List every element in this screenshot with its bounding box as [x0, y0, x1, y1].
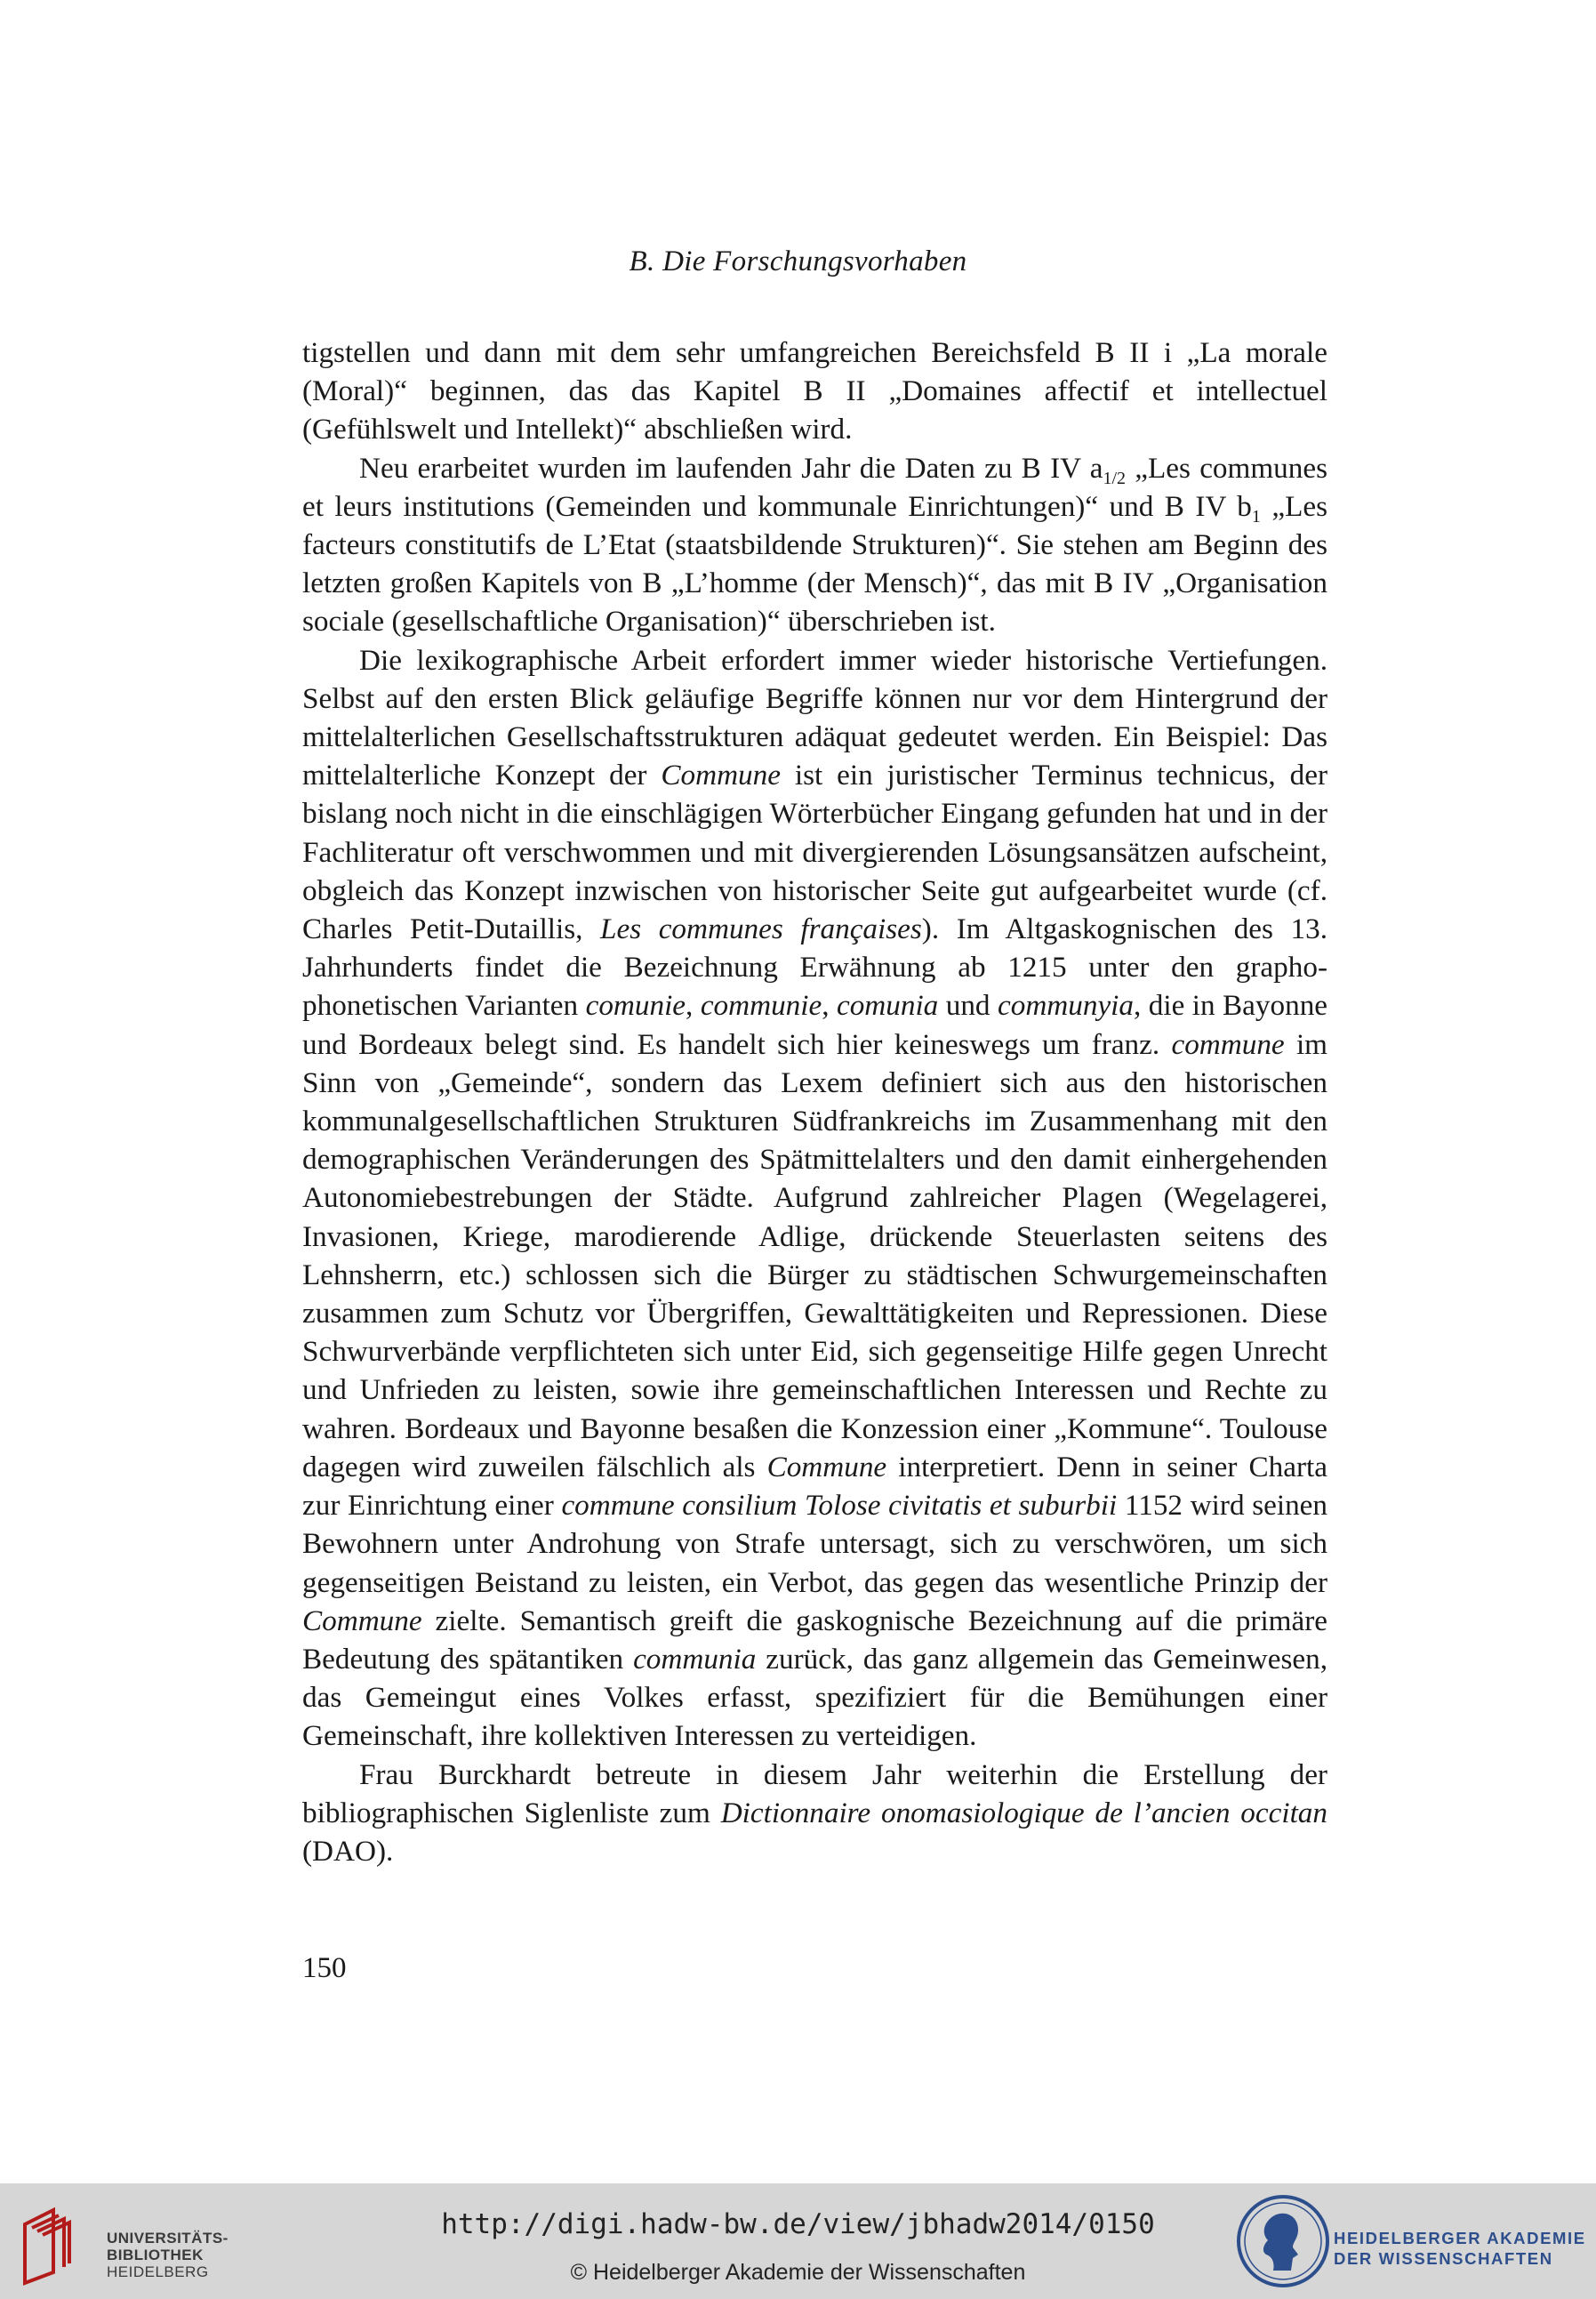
text-run: „Les communes et leurs institutions (Gemeinden und kommunale Einrichtungen)“ und B IV b [302, 451, 1327, 523]
paragraph [302, 334, 1327, 449]
text-run: Neu erarbeitet wurden im laufenden Jahr die Daten zu B IV a [359, 451, 1103, 485]
italic-term: comunie [585, 989, 686, 1023]
italic-term: Commune [766, 1450, 887, 1483]
text-run: zurück, das ganz allgemein das Gemeinwesen, das Gemeingut eines Volkes erfasst, spezifiziert für die Bemühungen einer Gemeinschaft, ihre kollektiven Interessen zu verteidigen. [302, 1642, 1327, 1753]
italic-term: comunia [836, 989, 939, 1023]
text-run: und [938, 989, 998, 1023]
copyright-notice: © Heidelberger Akademie der Wissenschaften [570, 2260, 1026, 2285]
text-run: im Sinn von „Gemeinde“, sondern das Lexem definiert sich aus den historischen kommunalgesellschaftlichen Strukturen Südfrankreichs im Zusammenhang mit den demographischen Veränderungen des Spätmittelalters und den damit einhergehenden Autonomiebestrebungen der Städte. Aufgrund zahlreicher Plagen (Wegelagerei, Invasionen, Kriege, marodierende Adlige, drückende Steuerlasten seitens des Lehnsherrn, etc.) schlossen sich die Bürger zu städtischen Schwurgemeinschaften zusammen zum Schutz vor Übergriffen, Gewalttätigkeiten und Repressionen. Diese Schwurverbände verpflichteten sich unter Eid, sich gegenseitige Hilfe gegen Unrecht und Unfrieden zu leisten, sowie ihre gemeinschaftlichen Interessen und Rechte zu wahren. Bordeaux und Bayonne besaßen die Konzession einer „Kommune“. Toulouse dagegen wird zuweilen fälschlich als [302, 1027, 1327, 1483]
subscript: 1 [1251, 506, 1261, 527]
text-run: interpretiert. Denn in seiner Charta zur Einrichtung einer [302, 1450, 1327, 1523]
italic-term: Commune [302, 1604, 422, 1637]
italic-term: Les communes françaises [600, 912, 922, 946]
text-run: zielte. Semantisch greift die gaskognische Bezeichnung auf die primäre Bedeutung des spätantiken [302, 1604, 1327, 1676]
italic-term: commune [1171, 1027, 1285, 1061]
text-run: , die in Bayonne und Bordeaux belegt sind. Es handelt sich hier keineswegs um franz. [302, 989, 1328, 1061]
subscript: 1/2 [1103, 468, 1127, 488]
text-run: „Les facteurs constitutifs de L’Etat (staatsbildende Strukturen)“. Sie stehen am Beginn des letzten großen Kapitels von B „L’homme (der Mensch)“, das mit B IV „Organisation sociale (gesellschaftliche Organisation)“ überschrieben ist. [302, 489, 1328, 639]
text-run: 1152 wird seinen Bewohnern unter Androhung von Strafe untersagt, sich zu verschwören, um sich gegenseitigen Beistand zu leisten, ein Verbot, das gegen das wesentliche Prinzip der [302, 1489, 1327, 1599]
paragraph [302, 641, 1327, 1756]
text-run: Die lexikographische Arbeit erfordert immer wieder historische Vertiefungen. Selbst auf den ersten Blick geläufige Begriffe können nur vor dem Hintergrund der mittelalterlichen Gesellschaftsstrukturen adäquat gedeutet werden. Ein Beispiel: Das mittelalterliche Konzept der [302, 643, 1327, 792]
text-run: , [686, 989, 701, 1023]
italic-term: Dictionnaire onomasiologique de l’ancien occitan [720, 1796, 1327, 1829]
text-run: (DAO). [302, 1834, 394, 1868]
italic-term: communia [633, 1642, 757, 1676]
italic-term: Commune [661, 759, 781, 792]
text-run: ist ein juristischer Terminus technicus, der bislang noch nicht in die einschlägigen Wörterbücher Eingang gefunden hat und in der Fachliteratur oft verschwommen und mit divergierenden Lösungsansätzen aufscheint, obgleich das Konzept inzwischen von historischer Seite gut aufgearbeitet wurde (cf. Charles Petit-Dutaillis, [302, 759, 1327, 946]
source-url-link[interactable]: http://digi.hadw-bw.de/view/jbhadw2014/0150 [441, 2208, 1155, 2240]
text-run: ). Im Altgaskognischen des 13. Jahrhunderts findet die Bezeichnung Erwähnung ab 1215 unter den grapho-phonetischen Varianten [302, 912, 1327, 1023]
italic-term: communie [700, 989, 822, 1023]
page-number: 150 [302, 1952, 347, 1984]
running-head: B. Die Forschungsvorhaben [629, 245, 967, 277]
hadw-seal-icon [1234, 2192, 1332, 2290]
italic-term: communyia [998, 989, 1134, 1023]
body-text [302, 334, 1327, 1870]
hadw-logo-text[interactable]: HEIDELBERGER AKADEMIE DER WISSENSCHAFTEN [1334, 2229, 1586, 2268]
text-run: tigstellen und dann mit dem sehr umfangreichen Bereichsfeld B II i „La morale (Moral)“ beginnen, das das Kapitel B II „Domaines affectif et intellectuel (Gefühlswelt und Intellekt)“ abschließen wird. [302, 336, 1327, 446]
footer-bar [0, 2183, 1596, 2299]
ub-logo-text: UNIVERSITÄTS- BIBLIOTHEK HEIDELBERG [107, 2230, 229, 2280]
paragraph [302, 449, 1327, 641]
text-run: Frau Burckhardt betreute in diesem Jahr weiterhin die Erstellung der bibliographischen Siglenliste zum [302, 1757, 1327, 1829]
paragraph [302, 1756, 1327, 1871]
text-run: , [822, 989, 837, 1023]
italic-term: commune consilium Tolose civitatis et suburbii [561, 1489, 1118, 1523]
